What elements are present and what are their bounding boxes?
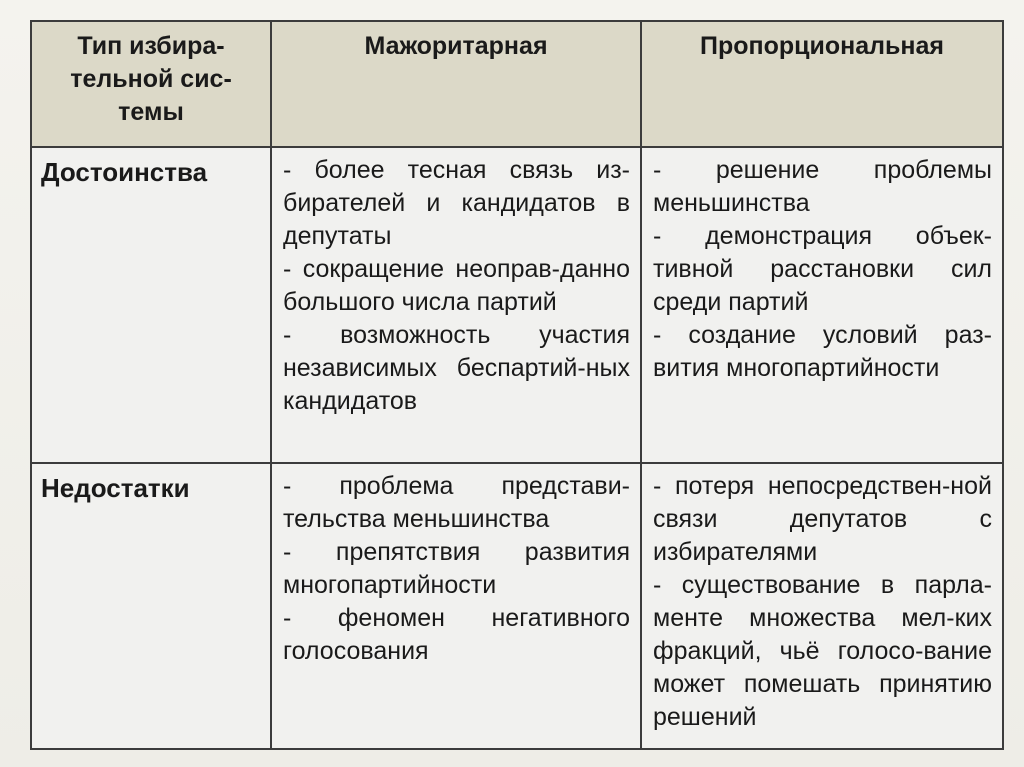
header-majoritarian: Мажоритарная bbox=[271, 21, 641, 147]
list-item: - сокращение неоправ-данно большого числа партий bbox=[283, 255, 630, 316]
table-row-disadvantages bbox=[31, 463, 1003, 749]
header-row bbox=[31, 21, 1003, 147]
list-item: - существование в парла-менте множества мел-ких фракций, чьё голосо-вание может помешать принятию решений bbox=[653, 571, 992, 731]
header-system-type: Тип избира-тельной сис-темы bbox=[31, 21, 271, 147]
disadvantages-proportional-cell bbox=[641, 463, 1003, 749]
list-item: - демонстрация объек-тивной расстановки сил среди партий bbox=[653, 222, 992, 316]
table-row-advantages bbox=[31, 147, 1003, 463]
list-item: - возможность участия независимых беспартий-ных кандидатов bbox=[283, 321, 630, 415]
list-item: - создание условий раз-вития многопартийности bbox=[653, 321, 992, 382]
list-item: - потеря непосредствен-ной связи депутатов с избирателями bbox=[653, 472, 992, 566]
list-item: - более тесная связь из-бирателей и кандидатов в депутаты bbox=[283, 156, 630, 250]
list-item: - феномен негативного голосования bbox=[283, 604, 630, 665]
list-item: - препятствия развития многопартийности bbox=[283, 538, 630, 599]
header-proportional: Пропорциональная bbox=[641, 21, 1003, 147]
disadvantages-majoritarian-cell bbox=[271, 463, 641, 749]
advantages-majoritarian-cell bbox=[271, 147, 641, 463]
list-item: - решение проблемы меньшинства bbox=[653, 156, 992, 217]
electoral-systems-table bbox=[30, 20, 1004, 750]
list-item: - проблема представи-тельства меньшинства bbox=[283, 472, 630, 533]
row-label-disadvantages: Недостатки bbox=[31, 463, 271, 749]
row-label-advantages: Достоинства bbox=[31, 147, 271, 463]
advantages-proportional-cell bbox=[641, 147, 1003, 463]
